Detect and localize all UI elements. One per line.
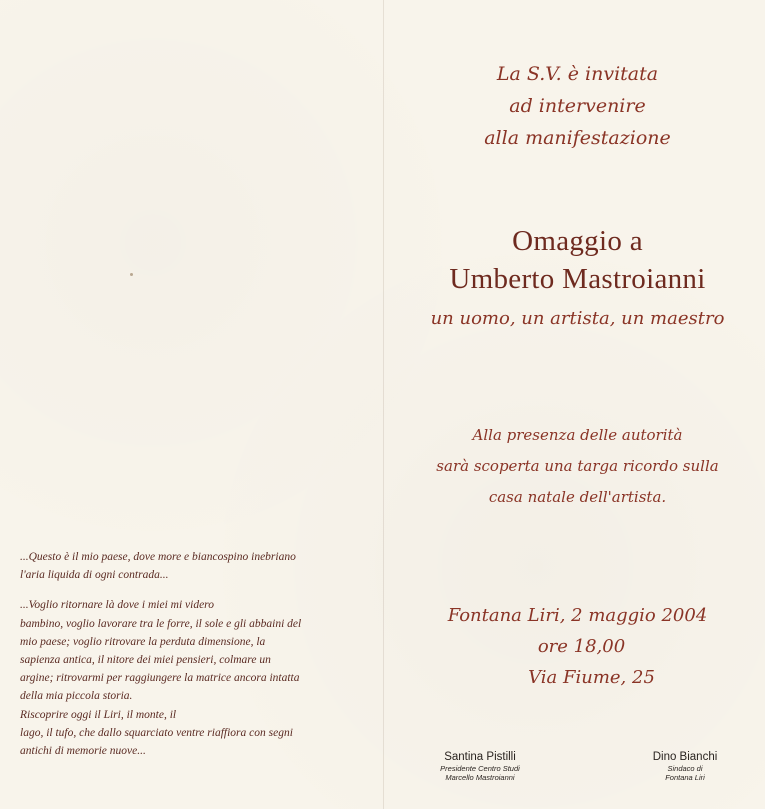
quote-line: mio paese; voglio ritrovare la perduta dimensione, la [20,635,266,648]
title-line-1: Omaggio a [512,225,643,257]
quote-line: lago, il tufo, che dallo squarciato ventre riaffiora con segni [20,726,293,739]
invite-line-1: La S.V. è invitata [496,63,659,85]
signature-right [630,750,740,782]
event-date: Fontana Liri, 2 maggio 2004 [447,605,708,626]
signatory-role: Presidente Centro Studi [440,764,520,773]
fold-line [383,0,384,809]
signatory-name: Santina Pistilli [444,751,516,763]
title-line-2: Umberto Mastroianni [449,263,706,295]
quote-line: l'aria liquida di ogni contrada... [20,569,169,582]
quote-line: argine; ritrovarmi per raggiungere la matrice ancora intatta [20,672,300,685]
event-address: Via Fiume, 25 [528,667,655,688]
signatory-role: Marcello Mastroianni [445,773,515,782]
event-description [400,420,755,513]
event-subtitle: un uomo, un artista, un maestro [430,308,725,329]
quote-paragraph-2 [20,596,360,760]
quote-line: Riscoprire oggi il Liri, il monte, il [20,708,177,721]
quote-line: sapienza antica, il nitore dei miei pensieri, colmare un [20,654,271,667]
quote-line: antichi di memorie nuove... [20,745,146,758]
signatory-role: Sindaco di [667,764,703,773]
event-time: ore 18,00 [537,636,626,657]
signatory-role: Fontana Liri [665,773,705,782]
quote-line: ...Questo è il mio paese, dove more e biancospino inebriano [20,551,296,563]
invite-line-2: ad intervenire [509,95,646,117]
signature-left [420,750,540,782]
quote-paragraph-1 [20,548,360,584]
quote-line: della mia piccola storia. [20,690,133,703]
signatory-name: Dino Bianchi [652,751,718,763]
quote-line: bambino, voglio lavorare tra le forre, il sole e gli abbaini del [20,617,302,630]
invitation-text [400,58,755,154]
invite-line-3: alla manifestazione [484,127,671,149]
info-line-3: casa natale dell'artista. [488,488,667,506]
paper-speck [130,273,133,276]
event-details [400,600,755,693]
info-line-1: Alla presenza delle autorità [472,426,683,444]
quote-block [20,548,360,772]
info-line-2: sarà scoperta una targa ricordo sulla [436,457,719,475]
quote-line: ...Voglio ritornare là dove i miei mi videro [20,599,214,612]
event-title [400,222,755,298]
